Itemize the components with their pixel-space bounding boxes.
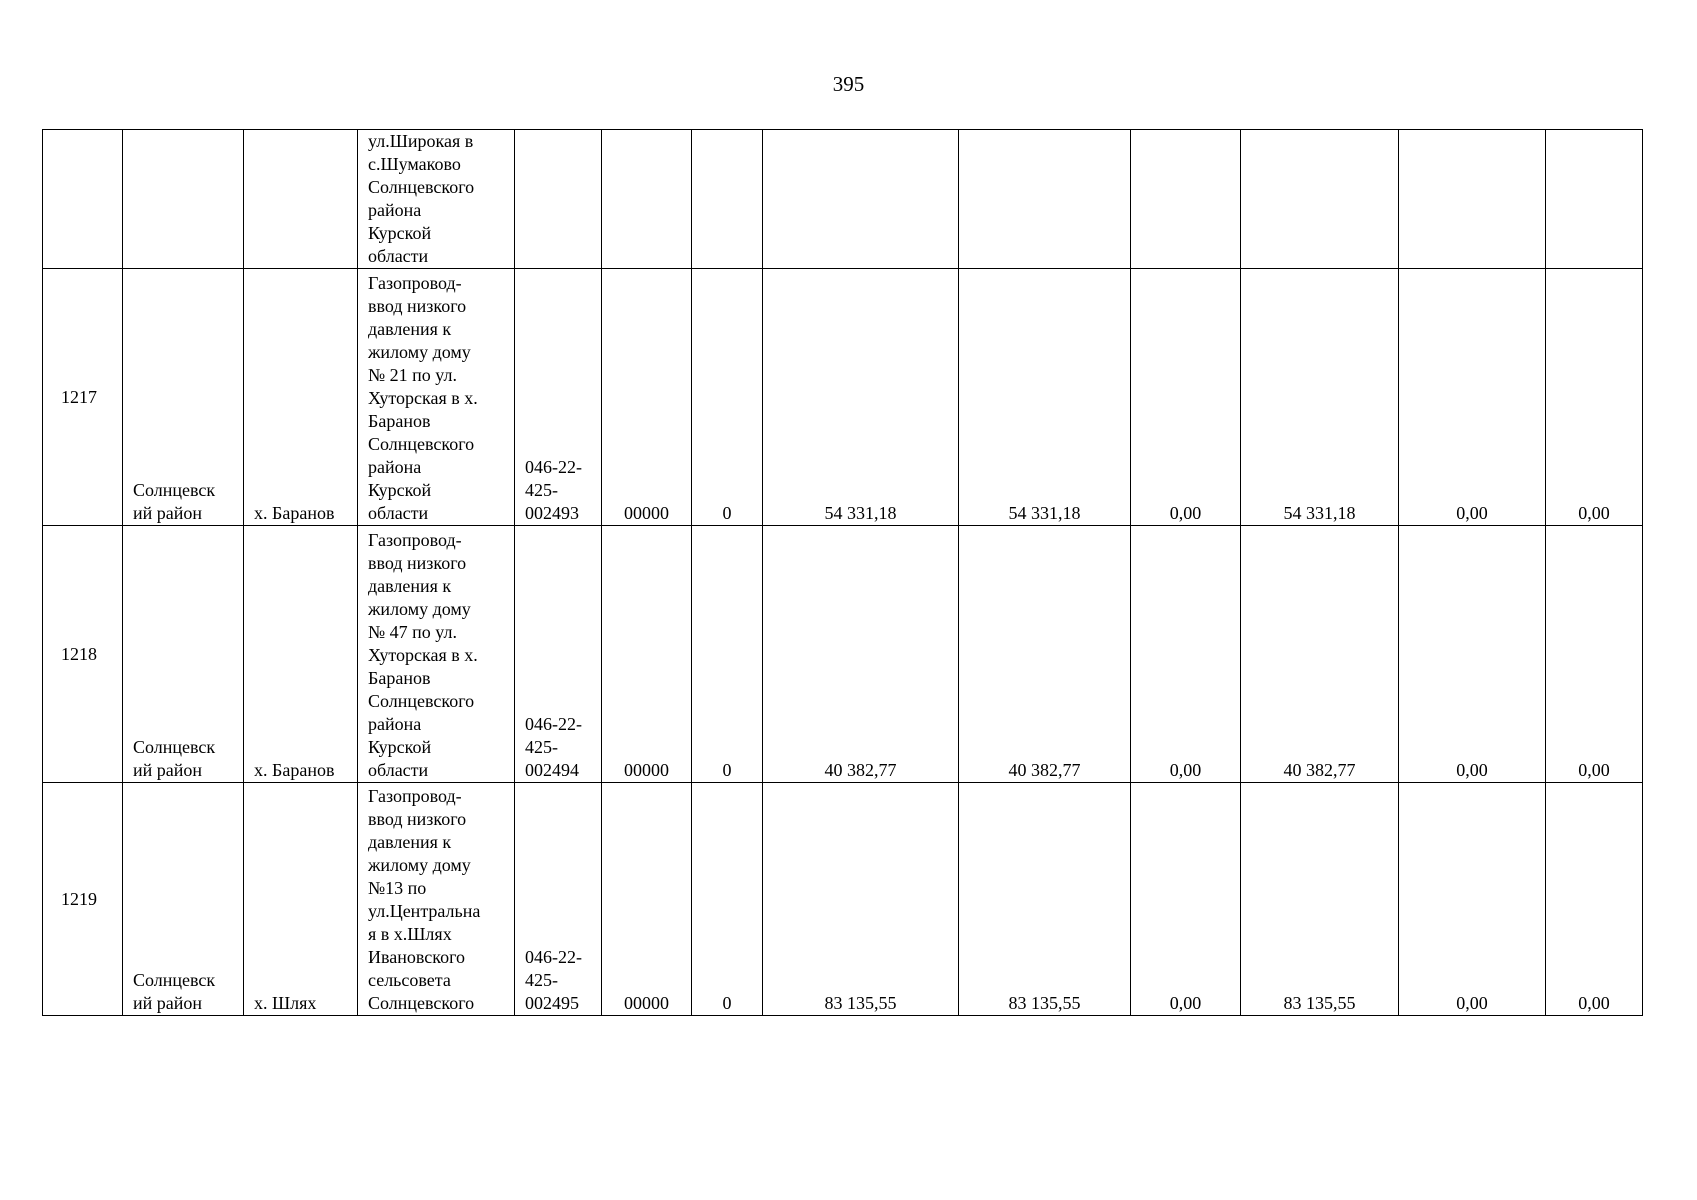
settlement-cell: х. Баранов: [244, 526, 358, 783]
value-cell: 0: [692, 783, 763, 1016]
value-cell: 54 331,18: [959, 269, 1131, 526]
value-cell: 0,00: [1131, 526, 1241, 783]
value-cell: 54 331,18: [763, 269, 959, 526]
value-cell: 40 382,77: [763, 526, 959, 783]
value-cell: [602, 130, 692, 269]
code-cell: 046-22- 425- 002494: [515, 526, 602, 783]
value-cell: 00000: [602, 783, 692, 1016]
description-cell: Газопровод- ввод низкого давления к жилому дому № 21 по ул. Хуторская в х. Баранов Солнцевского района Курской области: [358, 269, 515, 526]
value-cell: [1241, 130, 1399, 269]
value-cell: 0,00: [1131, 269, 1241, 526]
value-cell: [763, 130, 959, 269]
row-number: 1218: [43, 526, 123, 783]
code-cell: 046-22- 425- 002495: [515, 783, 602, 1016]
value-cell: [959, 130, 1131, 269]
value-cell: 83 135,55: [959, 783, 1131, 1016]
table-row: [43, 783, 1643, 1016]
district-cell: Солнцевск ий район: [123, 526, 244, 783]
description-cell: Газопровод- ввод низкого давления к жилому дому №13 по ул.Центральна я в х.Шлях Ивановского сельсовета Солнцевского: [358, 783, 515, 1016]
page-number: 395: [832, 72, 865, 96]
value-cell: 0,00: [1399, 269, 1546, 526]
table-row: [43, 526, 1643, 783]
value-cell: 0,00: [1399, 783, 1546, 1016]
value-cell: [1399, 130, 1546, 269]
settlement-cell: х. Шлях: [244, 783, 358, 1016]
value-cell: [692, 130, 763, 269]
value-cell: 0,00: [1546, 269, 1643, 526]
value-cell: 40 382,77: [1241, 526, 1399, 783]
description-cell: Газопровод- ввод низкого давления к жилому дому № 47 по ул. Хуторская в х. Баранов Солнцевского района Курской области: [358, 526, 515, 783]
row-number: 1217: [43, 269, 123, 526]
district-cell: Солнцевск ий район: [123, 269, 244, 526]
district-cell: [123, 130, 244, 269]
settlement-cell: [244, 130, 358, 269]
value-cell: 0,00: [1546, 783, 1643, 1016]
value-cell: [1131, 130, 1241, 269]
value-cell: 0,00: [1546, 526, 1643, 783]
value-cell: 00000: [602, 269, 692, 526]
row-number: [43, 130, 123, 269]
value-cell: 54 331,18: [1241, 269, 1399, 526]
value-cell: 0,00: [1399, 526, 1546, 783]
value-cell: 0,00: [1131, 783, 1241, 1016]
value-cell: 0: [692, 269, 763, 526]
registry-table: [42, 129, 1643, 1016]
settlement-cell: х. Баранов: [244, 269, 358, 526]
value-cell: 0: [692, 526, 763, 783]
table-row: [43, 130, 1643, 269]
description-cell: ул.Широкая в с.Шумаково Солнцевского района Курской области: [358, 130, 515, 269]
code-cell: 046-22- 425- 002493: [515, 269, 602, 526]
table-row: [43, 269, 1643, 526]
value-cell: 00000: [602, 526, 692, 783]
code-cell: [515, 130, 602, 269]
row-number: 1219: [43, 783, 123, 1016]
value-cell: 40 382,77: [959, 526, 1131, 783]
district-cell: Солнцевск ий район: [123, 783, 244, 1016]
value-cell: 83 135,55: [763, 783, 959, 1016]
value-cell: [1546, 130, 1643, 269]
value-cell: 83 135,55: [1241, 783, 1399, 1016]
